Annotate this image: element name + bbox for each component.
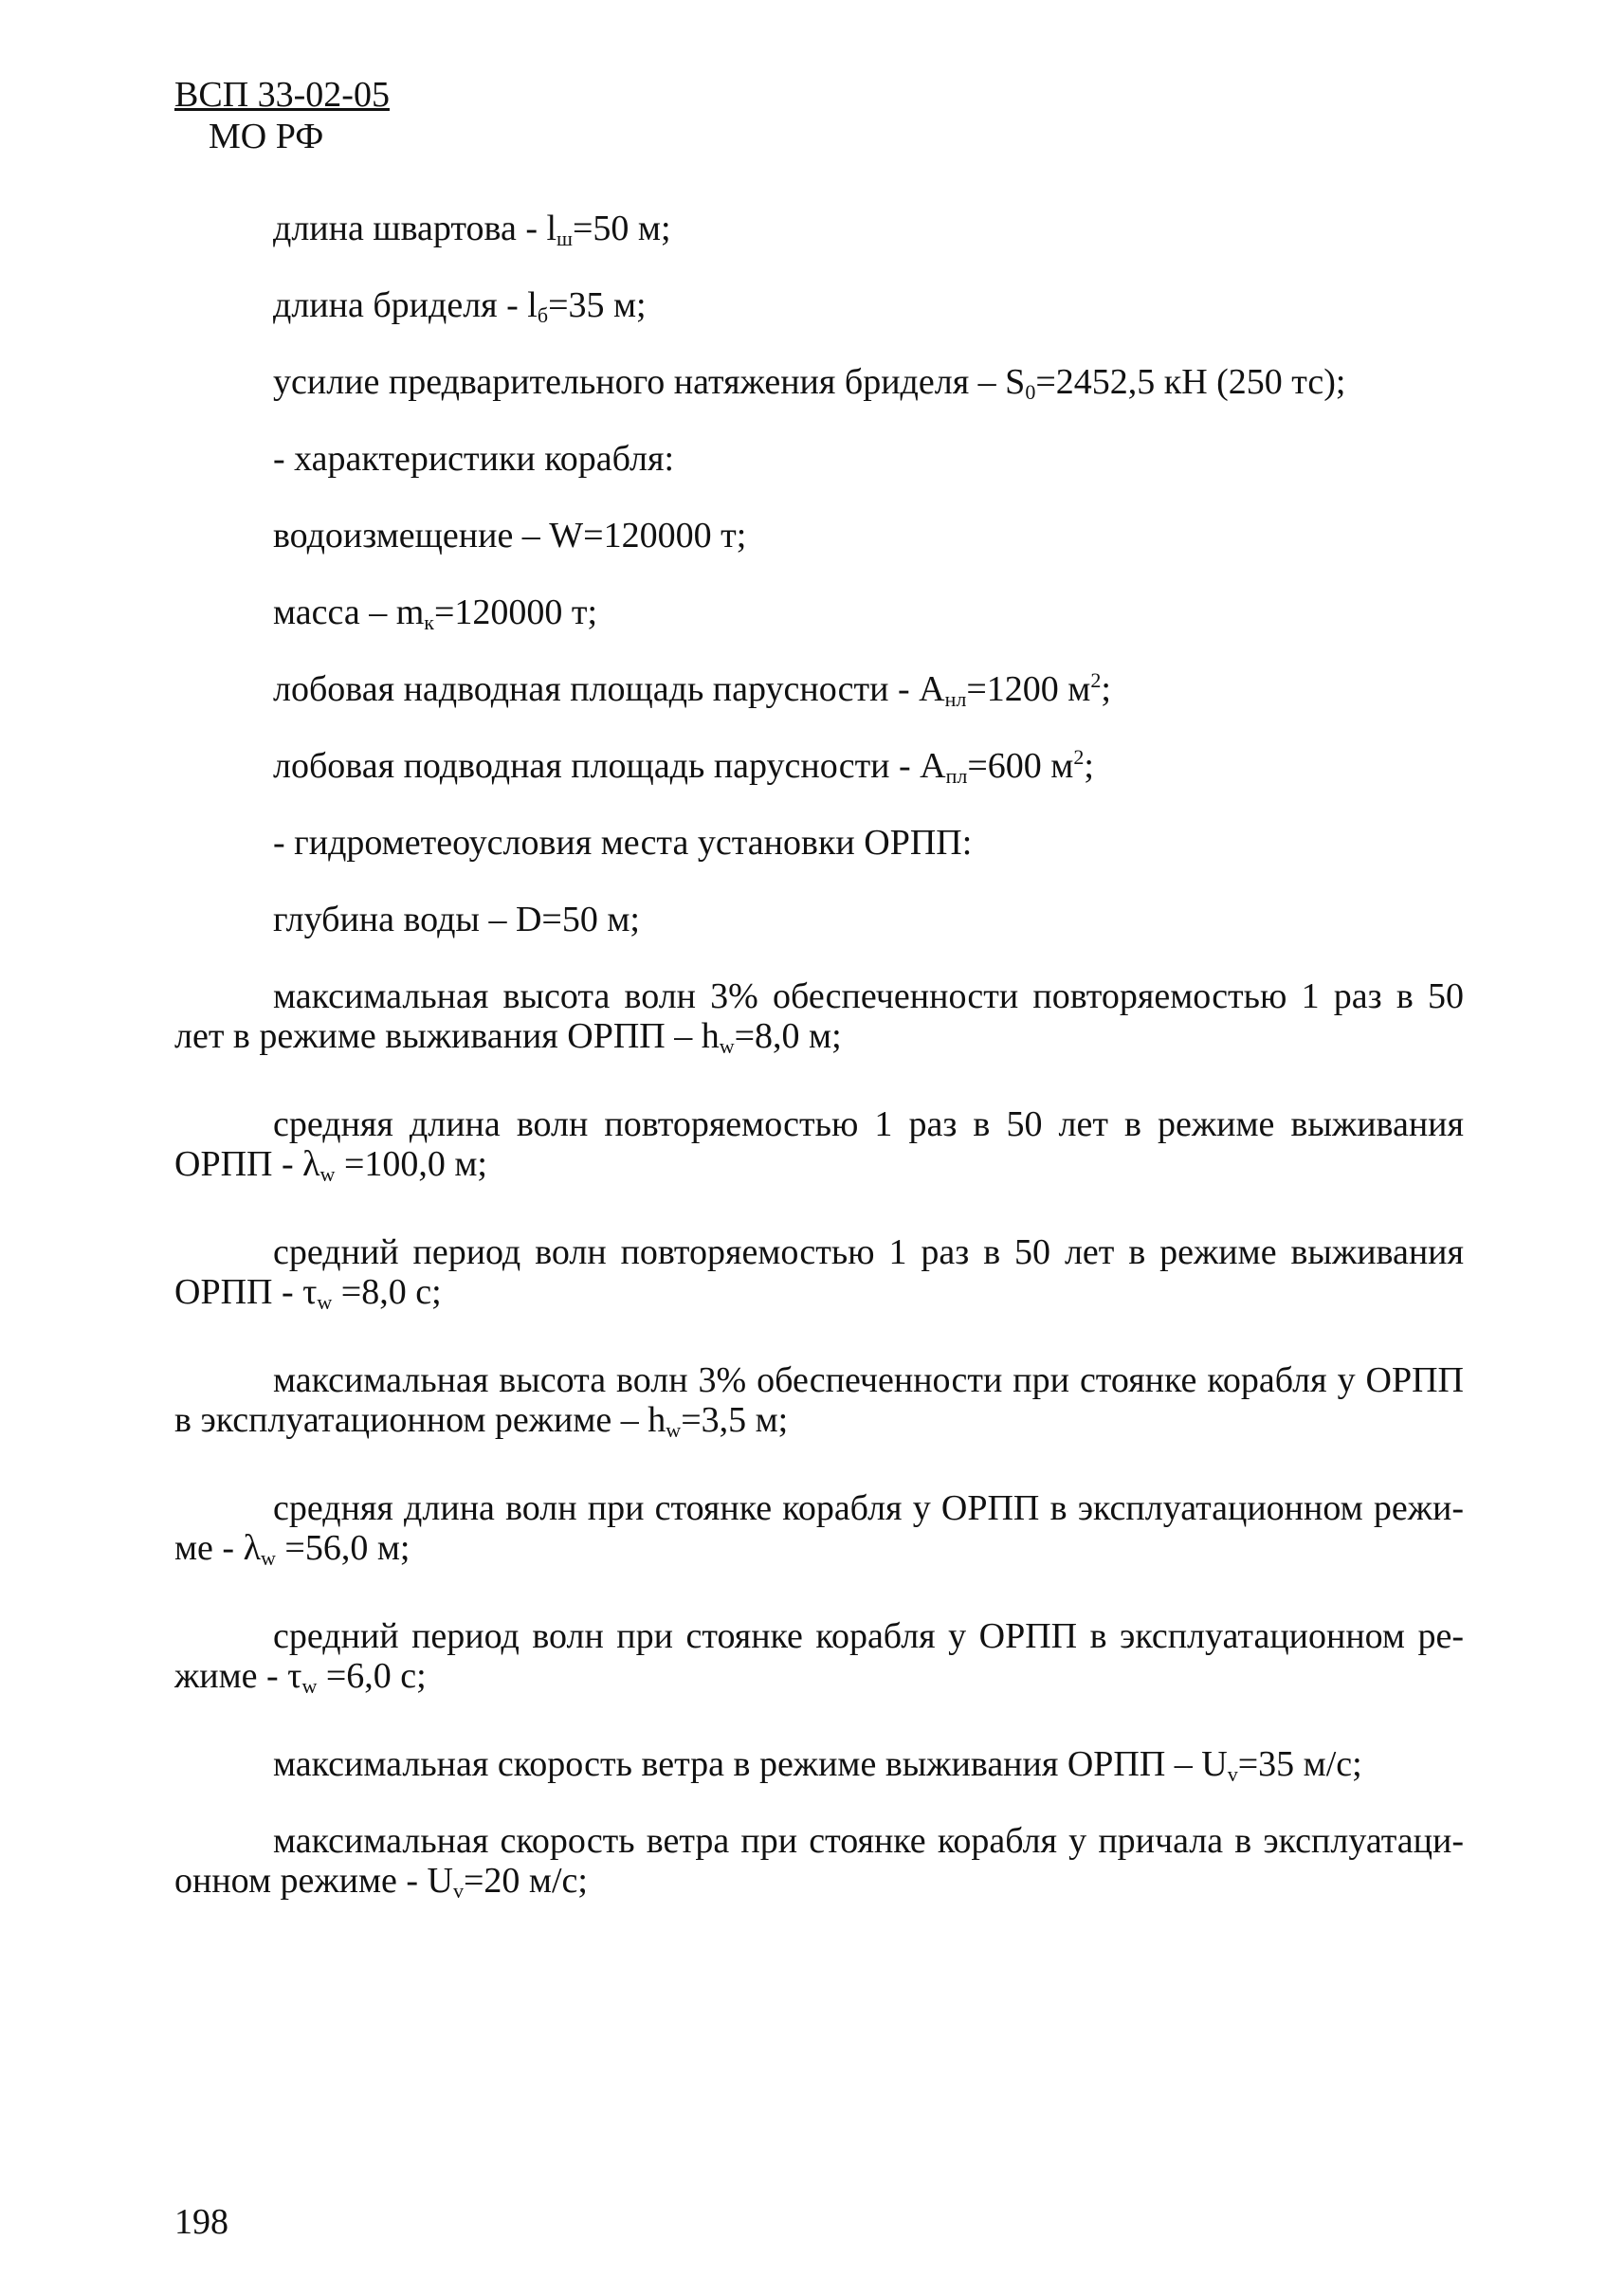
param-mean-wave-period-survival: средний период волн повторяемостью 1 раз в 50 лет в режиме выживания ОРПП - $\tau_w =8,0$ с; xyxy=(174,1232,1464,1314)
document-code: ВСП 33-02-05 xyxy=(174,75,390,115)
param-bridle-length: длина бриделя - $l_б=35$ м; xyxy=(273,285,647,327)
param-max-wave-height-operational: максимальная высота волн 3% обеспеченности при стоянке корабля у ОРПП в эксплуатационном режиме – $h_w=3,5$ м; xyxy=(174,1360,1464,1442)
param-underwater-sail-area: лобовая подводная площадь парусности - $A_{пл}=600$ $м^2$; xyxy=(273,745,1094,788)
section-hydrometeo-conditions: - гидрометеоусловия места установки ОРПП: xyxy=(273,823,973,863)
param-displacement: водоизмещение – W=120000 т; xyxy=(273,516,747,556)
page-header xyxy=(174,74,390,157)
param-mean-wavelength-operational: средняя длина волн при стоянке корабля у ОРПП в эксплуатационном режи- ме - $\lambda_w =56,0$ м; xyxy=(174,1488,1464,1570)
param-mean-wavelength-survival: средняя длина волн повторяемостью 1 раз в 50 лет в режиме выживания ОРПП - $\lambda_w =100,0$ м; xyxy=(174,1104,1464,1186)
param-mooring-line-length: длина швартова - $l_ш=50$ м; xyxy=(273,209,671,250)
organization-label: МО РФ xyxy=(209,117,324,156)
page-number: 198 xyxy=(174,2202,228,2242)
param-max-wind-speed-survival: максимальная скорость ветра в режиме выживания ОРПП – $U_v=35$ м/с; xyxy=(273,1744,1362,1786)
param-mass: масса – $m_к=120000$ т; xyxy=(273,592,598,634)
param-above-water-sail-area: лобовая надводная площадь парусности - $A_{нл}=1200$ $м^2$; xyxy=(273,668,1111,711)
section-ship-characteristics: - характеристики корабля: xyxy=(273,439,675,479)
param-water-depth: глубина воды – D=50 м; xyxy=(273,900,640,939)
param-bridle-pretension: усилие предварительного натяжения бриделя – $S_0=2452,5$ кН (250 тс); xyxy=(273,362,1346,404)
param-max-wave-height-survival: максимальная высота волн 3% обеспеченности повторяемостью 1 раз в 50 лет в режиме выживания ОРПП – $h_w=8,0$ м; xyxy=(174,976,1464,1058)
param-max-wind-speed-operational: максимальная скорость ветра при стоянке корабля у причала в эксплуатаци- онном режиме - $U_v=20$ м/с; xyxy=(174,1821,1464,1903)
param-mean-wave-period-operational: средний период волн при стоянке корабля у ОРПП в эксплуатационном ре- жиме - $\tau_w =6,0$ с; xyxy=(174,1616,1464,1698)
